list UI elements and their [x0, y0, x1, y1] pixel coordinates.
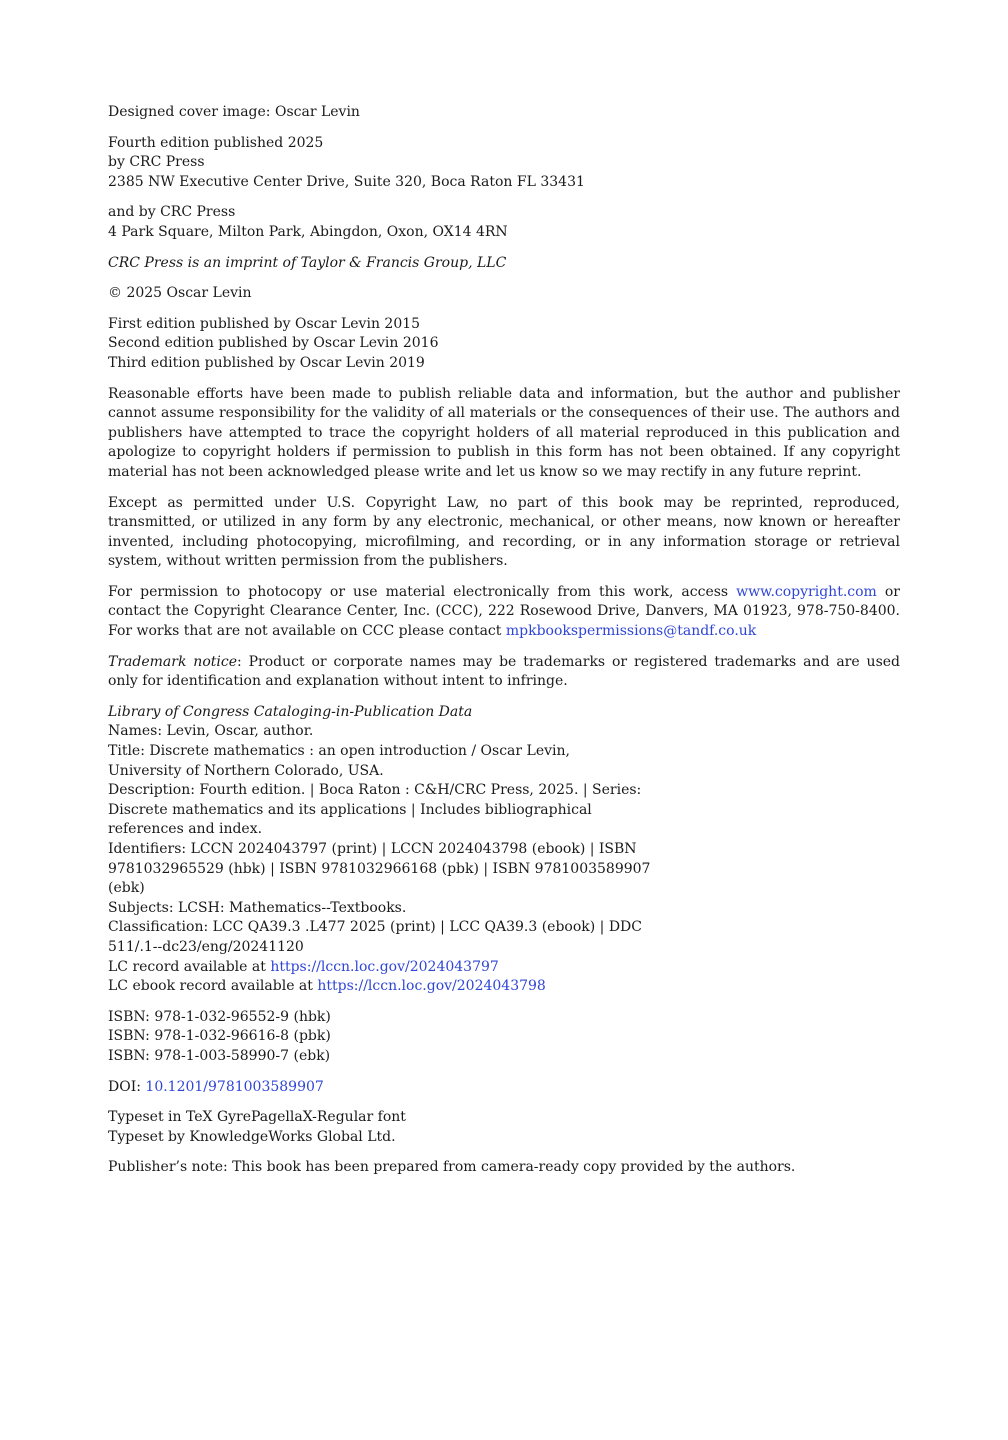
except-permitted-paragraph: Except as permitted under U.S. Copyright Law, no part of this book may be reprinted, reproduced, transmitted, or utilized in any form by any electronic, mechanical, or other means, now known or hereafter invented, including photocopying, microfilming, and recording, or in any information storage or retrieval system, without written permission from the publishers.: [108, 494, 900, 570]
and-by-crc-line: and by CRC Press: [108, 204, 236, 221]
lc-ebook-link[interactable]: https://lccn.loc.gov/2024043798: [317, 978, 546, 995]
lc-ebook-record-line: [108, 977, 900, 997]
cip-line: references and index.: [108, 821, 263, 838]
cip-line: Names: Levin, Oscar, author.: [108, 723, 314, 740]
copyright-com-link[interactable]: www.copyright.com: [736, 583, 877, 600]
doi-label: DOI:: [108, 1078, 146, 1095]
cip-line: 511/.1--dc23/eng/20241120: [108, 938, 304, 955]
permission-text-middle: or contact the Copyright Clearance Center, Inc. (CCC), 222 Rosewood Drive, Danvers, MA 01923, 978-750-8400. For works that are not available on CCC please contact: [108, 583, 900, 640]
typeset-block: [108, 1108, 900, 1147]
cip-line: Subjects: LCSH: Mathematics--Textbooks.: [108, 899, 407, 916]
lc-record-label: LC record available at: [108, 958, 271, 975]
fourth-edition-line: Fourth edition published 2025: [108, 134, 324, 151]
copyright-line: © 2025 Oscar Levin: [108, 285, 252, 302]
cip-line: University of Northern Colorado, USA.: [108, 762, 384, 779]
isbn-block: [108, 1008, 900, 1067]
editions-block: [108, 315, 900, 374]
cip-line: Identifiers: LCCN 2024043797 (print) | LCCN 2024043798 (ebook) | ISBN: [108, 841, 637, 857]
cover-credit-block: [108, 103, 900, 123]
cip-line: Title: Discrete mathematics : an open introduction / Oscar Levin,: [108, 743, 570, 760]
edition-line: Third edition published by Oscar Levin 2019: [108, 354, 425, 371]
us-address-line: 2385 NW Executive Center Drive, Suite 320, Boca Raton FL 33431: [108, 173, 585, 190]
imprint-block: [108, 254, 900, 274]
permission-text-before: For permission to photocopy or use material electronically from this work, access: [108, 583, 737, 600]
isbn-line: ISBN: 978-1-003-58990-7 (ebk): [108, 1047, 331, 1064]
doi-link[interactable]: 10.1201/9781003589907: [145, 1078, 324, 1095]
permissions-email-link[interactable]: mpkbookspermissions@tandf.co.uk: [505, 623, 757, 640]
publication-block: [108, 134, 900, 193]
typeset-font-line: Typeset in TeX GyrePagellaX-Regular font: [108, 1109, 406, 1126]
isbn-line: ISBN: 978-1-032-96552-9 (hbk): [108, 1008, 331, 1025]
reasonable-efforts-paragraph: Reasonable efforts have been made to publish reliable data and information, but the author and publisher cannot assume responsibility for the validity of all materials or the consequences of their use. The authors and publishers have attempted to trace the copyright holders of all material reproduced in this publication and apologize to copyright holders if permission to publish in this form has not been obtained. If any copyright material has not been acknowledged please write and let us know so we may rectify in any future reprint.: [108, 385, 900, 480]
cip-line: 9781032965529 (hbk) | ISBN 9781032966168 (pbk) | ISBN 9781003589907: [108, 860, 651, 877]
cip-line: Classification: LCC QA39.3 .L477 2025 (print) | LCC QA39.3 (ebook) | DDC: [108, 919, 642, 936]
trademark-label: Trademark notice: [108, 653, 237, 670]
uk-publication-block: [108, 203, 900, 242]
cip-line: Discrete mathematics and its applications | Includes bibliographical: [108, 801, 592, 818]
copyright-page: [108, 103, 900, 1189]
lc-ebook-label: LC ebook record available at: [108, 978, 318, 995]
isbn-line: ISBN: 978-1-032-96616-8 (pbk): [108, 1028, 331, 1045]
cip-block: [108, 703, 900, 997]
doi-line: [108, 1078, 900, 1098]
cip-line: Description: Fourth edition. | Boca Raton : C&H/CRC Press, 2025. | Series:: [108, 782, 642, 799]
imprint-line: CRC Press is an imprint of Taylor & Francis Group, LLC: [108, 254, 507, 271]
lc-record-link[interactable]: https://lccn.loc.gov/2024043797: [270, 958, 499, 975]
designed-cover-line: Designed cover image: Oscar Levin: [108, 104, 360, 120]
cip-heading: Library of Congress Cataloging-in-Publication Data: [108, 703, 473, 720]
typeset-by-line: Typeset by KnowledgeWorks Global Ltd.: [108, 1128, 396, 1145]
publisher-note-line: Publisher’s note: This book has been prepared from camera-ready copy provided by the authors.: [108, 1159, 796, 1176]
doi-block: [108, 1078, 900, 1098]
permission-paragraph: [108, 583, 900, 642]
trademark-paragraph: [108, 653, 900, 692]
edition-line: Second edition published by Oscar Levin 2016: [108, 335, 439, 352]
edition-line: First edition published by Oscar Levin 2015: [108, 315, 421, 332]
trademark-text: : Product or corporate names may be trademarks or registered trademarks and are used only for identification and explanation without intent to infringe.: [108, 653, 900, 690]
by-crc-line: by CRC Press: [108, 154, 205, 171]
lc-record-line: [108, 958, 900, 978]
uk-address-line: 4 Park Square, Milton Park, Abingdon, Oxon, OX14 4RN: [108, 223, 508, 240]
publisher-note-block: [108, 1158, 900, 1178]
cip-line: (ebk): [108, 880, 145, 897]
copyright-block: [108, 284, 900, 304]
